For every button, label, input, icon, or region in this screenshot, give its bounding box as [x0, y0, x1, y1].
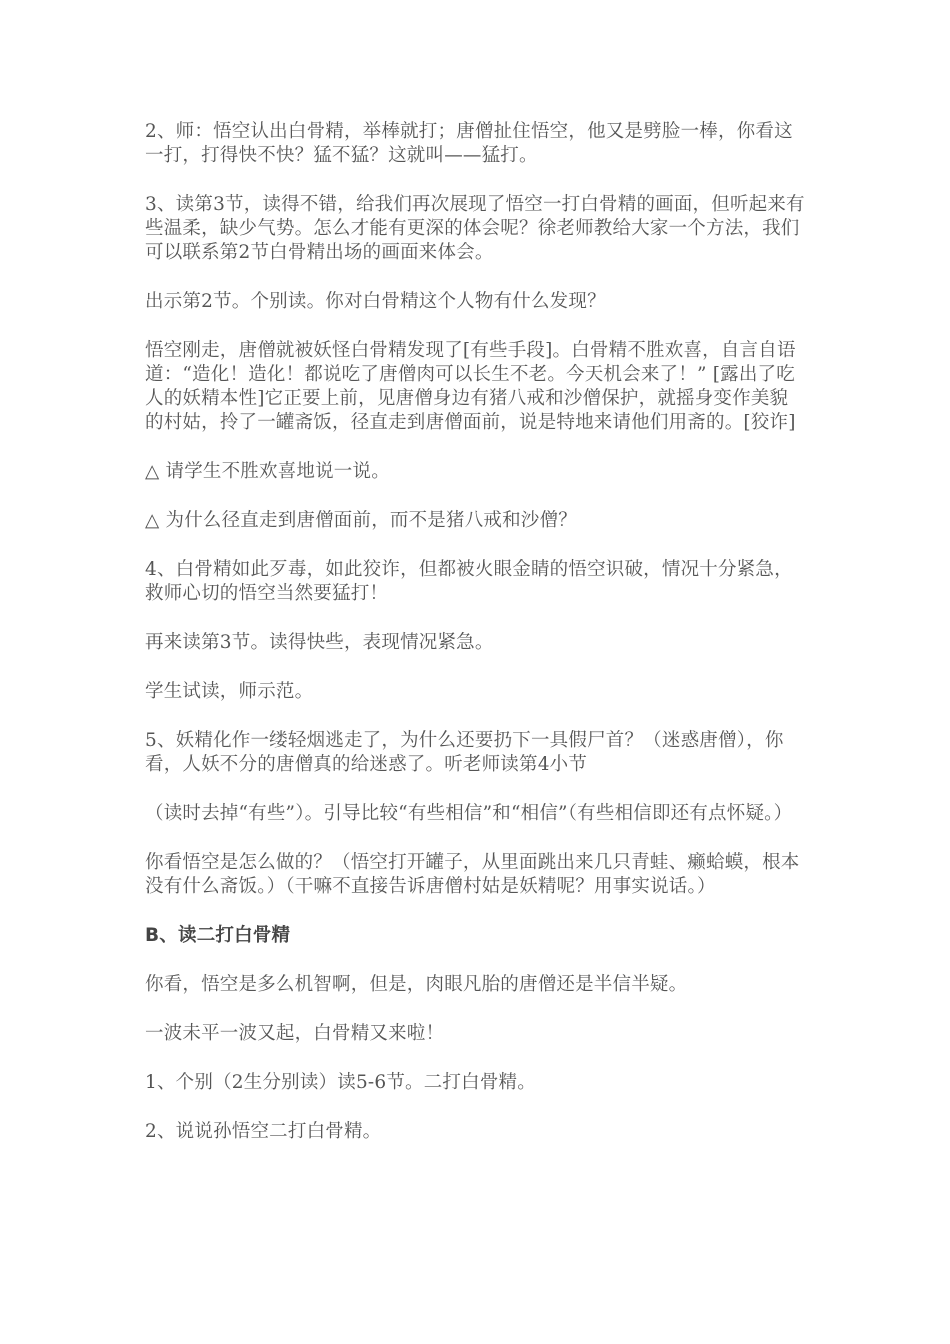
paragraph-show-section-2: 出示第2节。个别读。你对白骨精这个人物有什么发现？ [145, 291, 606, 312]
paragraph-compare-belief: （读时去掉“有些”）。引导比较“有些相信”和“相信”（有些相信即还有点怀疑。） [145, 803, 793, 824]
section-heading-second-strike: B、读二打白骨精 [145, 925, 291, 946]
paragraph-read-section-3: 3、读第3节，读得不错，给我们再次展现了悟空一打白骨精的画面，但听起来有些温柔，缺少气势。怎么才能有更深的体会呢？徐老师教给大家一个方法，我们可以联系第2节白骨精出场的画面来体会。 [145, 194, 805, 263]
paragraph-demon-returns: 一波未平一波又起，白骨精又来啦！ [145, 1023, 445, 1044]
paragraph-teacher-first-strike: 2、师：悟空认出白骨精，举棒就打；唐僧扯住悟空，他又是劈脸一棒，你看这一打，打得快不快？猛不猛？这就叫——猛打。 [145, 121, 793, 166]
paragraph-prompt-happy-read: △ 请学生不胜欢喜地说一说。 [145, 461, 390, 482]
paragraph-reread-section-3: 再来读第3节。读得快些，表现情况紧急。 [145, 632, 494, 653]
paragraph-student-try: 学生试读，师示范。 [145, 681, 314, 702]
paragraph-read-sections-5-6: 1、个别（2生分别读）读5-6节。二打白骨精。 [145, 1072, 536, 1093]
paragraph-wukong-clever: 你看，悟空是多么机智啊，但是，肉眼凡胎的唐僧还是半信半疑。 [145, 974, 688, 995]
document-body [145, 120, 805, 1169]
paragraph-fake-corpse: 5、妖精化作一缕轻烟逃走了，为什么还要扔下一具假尸首？（迷惑唐僧），你看，人妖不分的唐僧真的给迷惑了。听老师读第4小节 [145, 730, 784, 775]
paragraph-wukong-action: 你看悟空是怎么做的？（悟空打开罐子，从里面跳出来几只青蛙、癞蛤蟆，根本没有什么斋饭。）（干嘛不直接告诉唐僧村姑是妖精呢？用事实说话。） [145, 852, 800, 897]
paragraph-story-excerpt: 悟空刚走，唐僧就被妖怪白骨精发现了[有些手段]。白骨精不胜欢喜，自言自语道：“造化！造化！都说吃了唐僧肉可以长生不老。今天机会来了！” [露出了吃人的妖精本性]它正要上前，见唐僧身边有猪八戒和沙僧保护，就摇身变作美貌的村姑，拎了一罐斋饭，径直走到唐僧面前，说是特地来请他们用斋的。[狡诈] [145, 340, 796, 433]
paragraph-retell-second-strike: 2、说说孙悟空二打白骨精。 [145, 1121, 382, 1142]
paragraph-urgent-strike: 4、白骨精如此歹毒，如此狡诈，但都被火眼金睛的悟空识破，情况十分紧急，救师心切的悟空当然要猛打！ [145, 559, 793, 604]
paragraph-prompt-why-tang-seng: △ 为什么径直走到唐僧面前，而不是猪八戒和沙僧？ [145, 510, 577, 531]
